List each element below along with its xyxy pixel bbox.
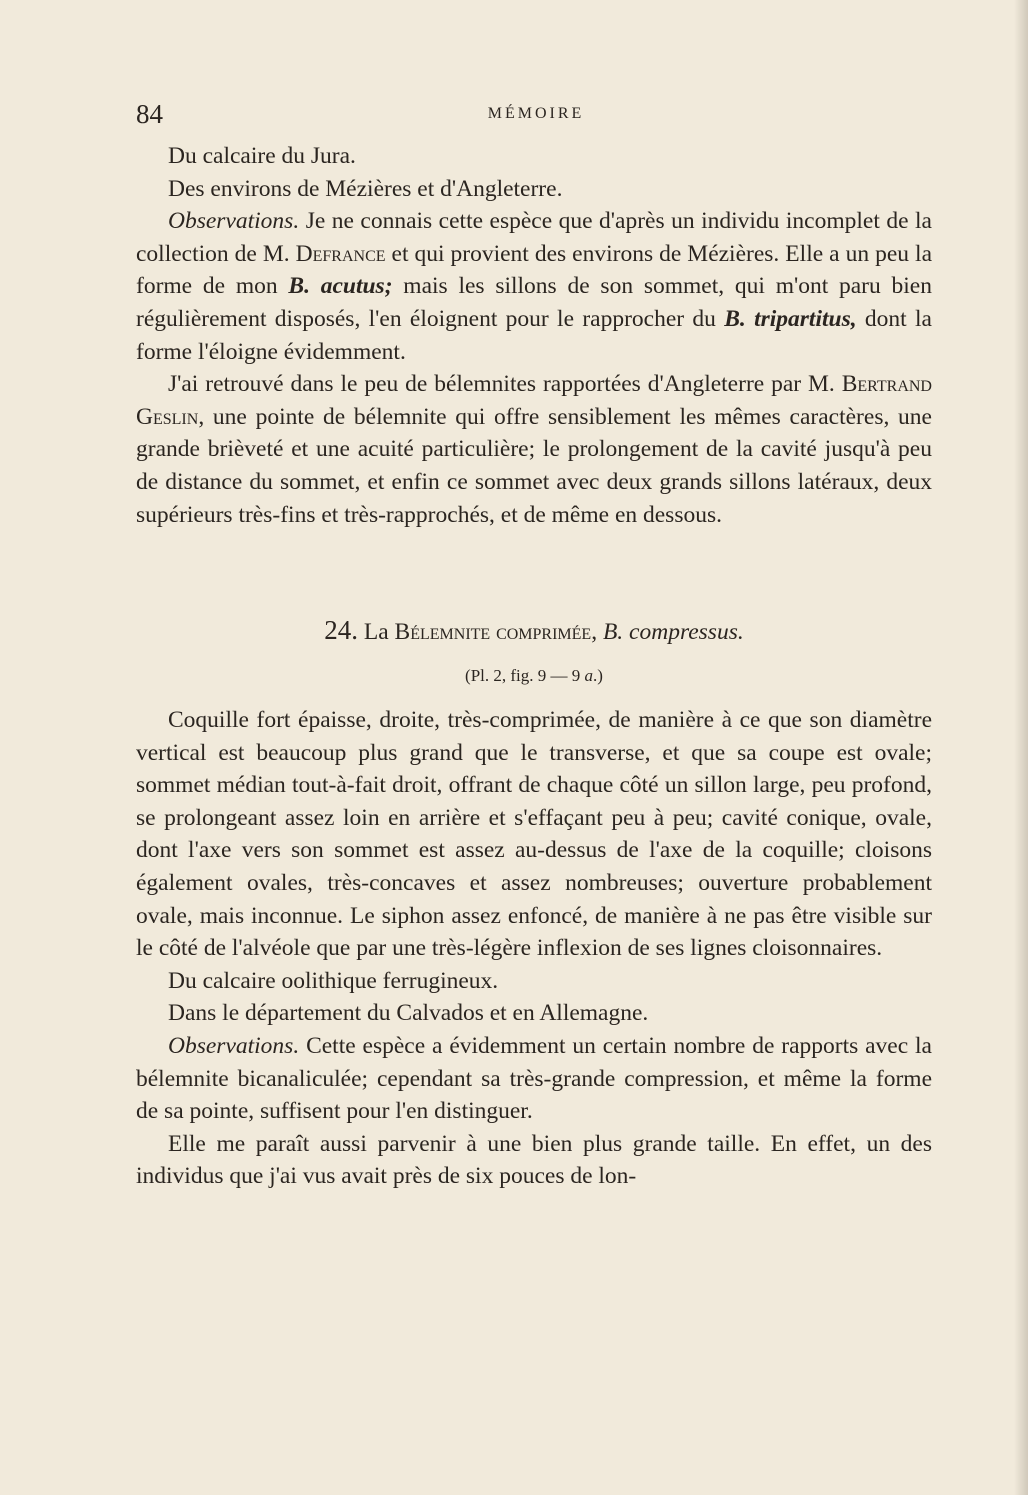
name-defrance: Defrance xyxy=(295,240,386,267)
species-latin-name: B. compressus. xyxy=(602,619,744,645)
description-paragraph: Coquille fort épaisse, droite, très-comprimée, de manière à ce que son diamètre vertical est beaucoup plus grand que le transverse, et que sa coupe est ovale; sommet médian tout-à-fait droit, offrant de chaque côté un sillon large, peu profond, se prolongeant assez loin en arrière et s'effaçant peu à peu; cavité conique, ovale, dont l'axe vers son sommet est assez au-dessus de l'axe de la coquille; cloisons également ovales, très-concaves et assez nombreuses; ouverture probablement ovale, mais inconnue. Le siphon assez enfoncé, de manière à ne pas être visible sur le côté de l'alvéole que par une très-légère inflexion de ses lignes cloisonnaires. xyxy=(136,707,932,962)
plate-reference xyxy=(136,663,932,689)
observations-text-b: et qui provient des environs de Mézières. Elle a un peu la forme de mon xyxy=(136,240,932,300)
size-paragraph: Elle me paraît aussi parvenir à une bien plus grande taille. En effet, un des individus que j'ai vus avait près de six pouces de lon- xyxy=(136,1130,932,1190)
locality-formation: Du calcaire du Jura. xyxy=(168,143,356,169)
locality-places: Des environs de Mézières et d'Angleterre. xyxy=(168,175,563,202)
page-number: 84 xyxy=(136,99,163,129)
observations-text-a: Je ne connais cette espèce que d'après un individu incomplet de la collection de M. xyxy=(136,208,932,267)
observations-text-2: Cette espèce a évidemment un certain nombre de rapports avec la bélemnite bicanaliculée; cependant sa très-grande compression, et même la forme de sa pointe, suffisent pour l'en distinguer. xyxy=(136,1032,932,1125)
page-header xyxy=(136,96,936,132)
text-block-top xyxy=(136,140,932,531)
geslin-text-b: , une pointe de bélemnite qui offre sensiblement les mêmes caractères, une grande brièveté et une acuité particulière; le prolongement de la cavité jusqu'à peu de distance du sommet, et enfin ce sommet avec deux grands sillons latéraux, deux supérieurs très-fins et très-rapprochés, et de même en dessous. xyxy=(136,403,932,528)
locality-line: Dans le département du Calvados et en Allemagne. xyxy=(168,1000,649,1027)
plate-letter: a xyxy=(584,666,594,685)
name-bertrand-geslin: Bertrand Geslin xyxy=(136,371,932,430)
geslin-text-a: J'ai retrouvé dans le peu de bélemnites rapportées d'Angleterre par M. xyxy=(168,371,842,398)
species-heading-article: La xyxy=(358,619,395,645)
observations-text-d: dont la forme l'éloigne évidemment. xyxy=(136,305,932,365)
species-ref-acutus: B. acutus; xyxy=(288,273,393,300)
observations-paragraph-2 xyxy=(136,1030,932,1128)
running-head: MÉMOIRE xyxy=(487,105,585,122)
text-block-description xyxy=(136,704,932,1193)
observations-label: Observations. xyxy=(168,208,300,235)
plate-end: .) xyxy=(593,666,603,685)
species-common-name: Bélemnite comprimée xyxy=(394,619,592,645)
observations-label-2: Observations. xyxy=(168,1032,300,1059)
observations-text-c: mais les sillons de son sommet, qui m'ont paru bien régulièrement disposés, l'en éloignent pour le rapprocher du xyxy=(136,273,932,332)
page-edge-shadow xyxy=(1014,0,1028,1495)
species-number: 24. xyxy=(324,615,358,645)
formation-line: Du calcaire oolithique ferrugineux. xyxy=(168,967,499,994)
species-heading-comma: , xyxy=(591,619,603,645)
species-ref-tripartitus: B. tripartitus, xyxy=(724,305,857,332)
plate-text: (Pl. 2, fig. 9 — 9 xyxy=(465,666,585,685)
species-heading xyxy=(136,614,932,648)
paragraph-geslin xyxy=(136,368,932,531)
observations-paragraph xyxy=(136,205,932,368)
